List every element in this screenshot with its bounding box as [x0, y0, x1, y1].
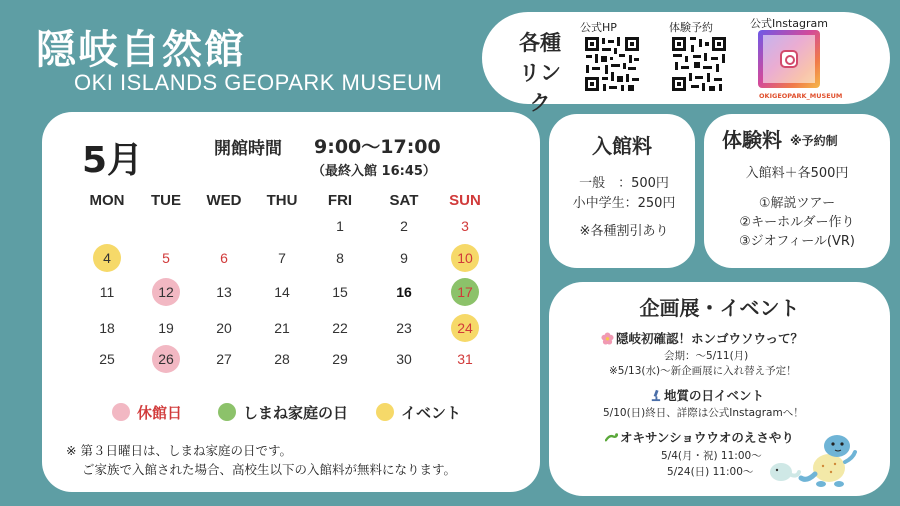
calendar-day: 3: [461, 218, 469, 234]
event-3-time-2: 5/24(日) 11:00〜: [667, 466, 754, 478]
calendar-day: 15: [332, 284, 348, 300]
hp-qr-code[interactable]: [584, 36, 640, 92]
calendar-day: 16: [396, 284, 412, 300]
event-3-title: オキサンショウウオのえさやり: [605, 428, 794, 446]
weekday-thu: THU: [266, 192, 298, 209]
event-legend-dot: [376, 403, 394, 421]
event-2-detail: 5/10(日)終日、詳際は公式Instagramへ！: [603, 407, 804, 419]
links-title: 各種 リンク: [519, 31, 561, 115]
experience-title: 体験料: [722, 128, 782, 152]
hours-time: 9:00〜17:00: [314, 136, 441, 158]
reservation-note: ※予約制: [790, 134, 838, 148]
experience-item-1: ①解説ツアー: [758, 196, 836, 211]
calendar-day: 25: [99, 351, 115, 367]
calendar-day: 21: [274, 320, 290, 336]
calendar-day-event: 10: [451, 244, 479, 272]
calendar-day: 31: [457, 351, 473, 367]
events-card: [549, 282, 890, 496]
last-entry-note: （最終入館 16:45）: [312, 164, 436, 179]
calendar-day: 27: [216, 351, 232, 367]
events-title: 企画展・イベント: [639, 296, 800, 320]
event-legend-label: イベント: [401, 404, 462, 422]
calendar-day: 18: [99, 320, 115, 336]
experience-item-3: ③ジオフィール(VR): [738, 234, 856, 249]
event-3-time-1: 5/4(月・祝) 11:00〜: [661, 450, 762, 462]
instagram-handle: OKIGEOPARK_MUSEUM: [759, 92, 843, 100]
reserve-qr-label: 体験予約: [669, 21, 713, 34]
microscope-icon: [649, 389, 662, 402]
calendar-day-closed: 12: [152, 278, 180, 306]
footnote-line-1: ※ 第３日曜日は、しまね家庭の日です。: [66, 443, 292, 458]
calendar-day: 6: [220, 250, 228, 266]
closed-legend-dot: [112, 403, 130, 421]
experience-price: 入館料＋各500円: [745, 166, 849, 181]
month-label: 5月: [82, 140, 144, 181]
family-legend-dot: [218, 403, 236, 421]
reserve-qr-code[interactable]: [671, 36, 727, 92]
weekday-fri: FRI: [327, 192, 353, 209]
calendar-day: 7: [278, 250, 286, 266]
event-1-title: 隠岐初確認！ホンゴウソウって？: [601, 329, 803, 347]
lizard-icon: [605, 431, 618, 444]
calendar-day: 8: [336, 250, 344, 266]
calendar-day: 20: [216, 320, 232, 336]
weekday-sun: SUN: [449, 192, 481, 209]
links-card: [482, 12, 890, 115]
fee-student: 小中学生：250円: [572, 196, 676, 211]
event-1-note: ※5/13(水)〜新企画展に入れ替え予定！: [609, 365, 797, 377]
footnote-line-2: ご家族で入館された場合、高校生以下の入館料が無料になります。: [82, 462, 457, 477]
calendar-day: 19: [158, 320, 174, 336]
calendar-day-family: 17: [451, 278, 479, 306]
experience-fee-card: [704, 114, 890, 268]
museum-title-jp: 隠岐自然館: [36, 27, 246, 73]
calendar-day: 28: [274, 351, 290, 367]
fee-title: 入館料: [592, 134, 652, 158]
qr-icon: [584, 36, 640, 92]
weekday-sat: SAT: [389, 192, 419, 209]
calendar-day: 29: [332, 351, 348, 367]
flower-icon: [601, 332, 614, 345]
museum-title-en: OKI ISLANDS GEOPARK MUSEUM: [74, 70, 443, 95]
calendar-day-event: 4: [93, 244, 121, 272]
calendar-day: 9: [400, 250, 408, 266]
calendar-day: 5: [162, 250, 170, 266]
calendar-day: 23: [396, 320, 412, 336]
weekday-tue: TUE: [151, 192, 181, 209]
qr-icon: [671, 36, 727, 92]
hours-label: 開館時間: [214, 139, 282, 159]
calendar-day: 14: [274, 284, 290, 300]
weekday-mon: MON: [89, 192, 125, 209]
event-2-title: 地質の日イベント: [649, 386, 764, 404]
experience-item-2: ②キーホルダー作り: [739, 215, 855, 230]
calendar-day: 11: [99, 284, 115, 300]
instagram-qr-code[interactable]: [758, 30, 820, 88]
calendar-card: [42, 112, 540, 492]
fee-adult: 一般 ：500円: [579, 176, 669, 191]
instagram-icon: [780, 50, 798, 68]
instagram-qr-label: 公式Instagram: [750, 17, 828, 30]
weekday-wed: WED: [206, 192, 242, 209]
salamander-mascot-illustration: [759, 428, 859, 490]
calendar-day: 1: [336, 218, 344, 234]
closed-legend-label: 休館日: [137, 404, 183, 422]
event-1-period: 会期：〜5/11(月): [664, 350, 749, 362]
calendar-day: 2: [400, 218, 408, 234]
calendar-day-closed: 26: [152, 345, 180, 373]
admission-fee-card: [549, 114, 695, 268]
calendar-day: 13: [216, 284, 232, 300]
calendar-day: 30: [396, 351, 412, 367]
hp-qr-label: 公式HP: [580, 21, 617, 34]
calendar-day: 22: [332, 320, 348, 336]
family-legend-label: しまね家庭の日: [243, 404, 349, 422]
calendar-day-event: 24: [451, 314, 479, 342]
fee-discount: ※各種割引あり: [579, 224, 669, 239]
